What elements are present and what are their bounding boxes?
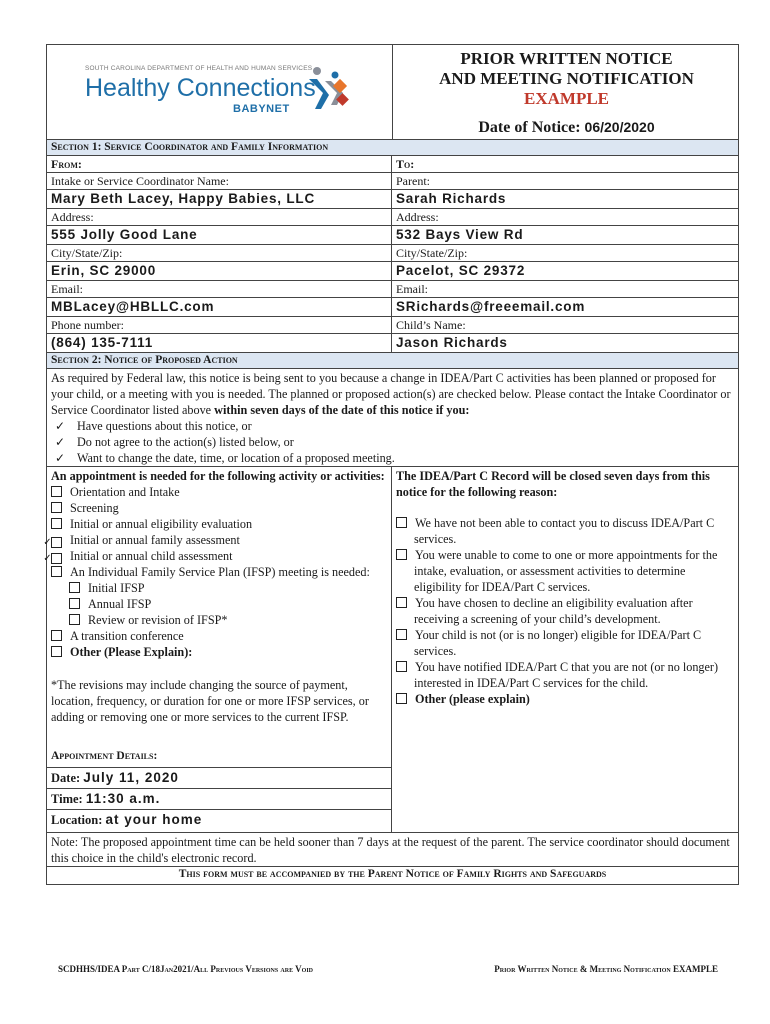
transition-item: A transition conference [47, 628, 391, 644]
healthy-connections-logo [85, 65, 385, 135]
child-name-label: Child’s Name: [392, 317, 738, 334]
form-header [47, 45, 738, 140]
closure-reason-label: Your child is not (or is no longer) eligible for IDEA/Part C services. [414, 628, 702, 658]
section2-heading: Section 2: Notice of Proposed Action [47, 353, 738, 369]
activity-item [47, 564, 391, 580]
activity-checkbox[interactable] [51, 566, 62, 577]
closure-column [391, 467, 738, 832]
ifsp-option-checkbox[interactable] [69, 582, 80, 593]
from-phone-field[interactable]: (864) 135-7111 [47, 334, 391, 353]
section2-columns [43, 466, 738, 832]
appointment-time-value: 11:30 a.m. [85, 791, 161, 806]
ifsp-option-checkbox[interactable] [69, 614, 80, 625]
activities-heading: An appointment is needed for the following activity or activities: [51, 469, 385, 483]
activity-label: Initial or annual family assessment [70, 533, 240, 547]
from-heading: From: [47, 156, 391, 173]
from-city-label: City/State/Zip: [47, 245, 391, 262]
activities-list [43, 484, 391, 580]
closure-reason-label: You have chosen to decline an eligibility evaluation after receiving a screening of your child’s development. [414, 596, 693, 626]
ifsp-option-label: Review or revision of IFSP* [88, 613, 228, 627]
date-of-notice [393, 119, 740, 137]
activity-label: An Individual Family Service Plan (IFSP) meeting is needed: [70, 565, 370, 579]
logo-name: Healthy Connections [85, 74, 316, 102]
appointment-date[interactable]: Date: July 11, 2020 [47, 768, 391, 789]
checkmark-icon: ✓ [55, 419, 66, 433]
ifsp-footnote: *The revisions may include changing the source of payment, location, frequency, or duration for one or more IFSP services, or adding or removing one or more services to the current IFSP. [51, 678, 369, 724]
footer-left: SCDHHS/IDEA Part C/18Jan2021/All Previous Versions are Void [58, 964, 314, 974]
closure-reason-item [392, 595, 738, 627]
activity-checkbox[interactable] [51, 486, 62, 497]
title-box [392, 45, 740, 140]
other-item: Other (Please Explain): [47, 644, 391, 660]
closure-reasons-list [392, 515, 738, 691]
from-address-field[interactable]: 555 Jolly Good Lane [47, 226, 391, 245]
closure-reason-checkbox[interactable] [396, 661, 407, 672]
appointment-time[interactable]: Time: 11:30 a.m. [47, 789, 391, 810]
bullet-item: ✓ Want to change the date, time, or location of a proposed meeting. [55, 451, 395, 465]
coordinator-name-field[interactable]: Mary Beth Lacey, Happy Babies, LLC [47, 190, 391, 209]
from-city-field[interactable]: Erin, SC 29000 [47, 262, 391, 281]
closure-other-checkbox[interactable] [396, 693, 407, 704]
section1-body [47, 156, 738, 353]
closure-reason-checkbox[interactable] [396, 549, 407, 560]
child-name-field[interactable]: Jason Richards [392, 334, 738, 353]
transition-checkbox[interactable] [51, 630, 62, 641]
to-address-label: Address: [392, 209, 738, 226]
closure-reason-item [392, 627, 738, 659]
appointment-location[interactable]: Location: at your home [51, 812, 203, 827]
title-example: EXAMPLE [524, 89, 609, 108]
activity-checkbox[interactable]: ✓ [51, 537, 62, 548]
from-email-field[interactable]: MBLacey@HBLLC.com [47, 298, 391, 317]
logo-agency: SOUTH CAROLINA DEPARTMENT OF HEALTH AND HUMAN SERVICES [85, 65, 313, 72]
activity-item [43, 532, 391, 548]
note: Note: The proposed appointment time can be held sooner than 7 days at the request of the parent. The service coordinator should document this choice in the child's electronic record. [47, 832, 738, 867]
title-line1: PRIOR WRITTEN NOTICE [460, 49, 673, 68]
appointment-details-heading: Appointment Details: [47, 750, 391, 768]
appointment-column [43, 467, 391, 832]
parent-label: Parent: [392, 173, 738, 190]
intro-bullets [47, 418, 738, 466]
section1-heading: Section 1: Service Coordinator and Family Information [47, 140, 738, 156]
activity-item [43, 548, 391, 564]
ifsp-option-checkbox[interactable] [69, 598, 80, 609]
activity-checkbox[interactable] [51, 502, 62, 513]
closure-reason-checkbox[interactable] [396, 629, 407, 640]
closure-reason-label: You were unable to come to one or more appointments for the intake, evaluation, or assessment activities to determine eligibility for IDEA/Part C services. [414, 548, 718, 594]
activity-item [47, 516, 391, 532]
activity-checkbox[interactable]: ✓ [51, 553, 62, 564]
to-email-field[interactable]: SRichards@freeemail.com [392, 298, 738, 317]
checkmark-icon: ✓ [55, 451, 66, 465]
intro-bold-text: within seven days of the date of this notice if you: [214, 403, 470, 417]
activity-label: Initial or annual child assessment [70, 549, 233, 563]
intro-text: As required by Federal law, this notice is being sent to you because a change in IDEA/Part C activities has been planned or proposed for your child, or a meeting with you is needed. The planned or proposed action(s) are checked below. Please contact the Intake Coordinator or Service Coordinator listed above [51, 371, 731, 417]
closure-reason-item [392, 515, 738, 547]
appointment-date-value: July 11, 2020 [83, 770, 179, 785]
ifsp-option-item [47, 596, 391, 612]
appointment-location-value: at your home [105, 812, 203, 827]
ifsp-options-list [47, 580, 391, 628]
activity-label: Orientation and Intake [70, 485, 180, 499]
checkmark-icon: ✓ [55, 435, 66, 449]
activity-label: Initial or annual eligibility evaluation [70, 517, 253, 531]
footer-right: Prior Written Notice & Meeting Notification EXAMPLE [494, 964, 718, 974]
closure-reason-item [392, 547, 738, 595]
date-value: 06/20/2020 [584, 119, 655, 135]
date-label: Date of Notice: [478, 119, 581, 136]
closure-reason-item [392, 659, 738, 691]
section2-intro [47, 369, 738, 418]
closure-reason-checkbox[interactable] [396, 517, 407, 528]
to-city-label: City/State/Zip: [392, 245, 738, 262]
coordinator-name-label: Intake or Service Coordinator Name: [47, 173, 391, 190]
from-email-label: Email: [47, 281, 391, 298]
to-address-field[interactable]: 532 Bays View Rd [392, 226, 738, 245]
to-column [391, 156, 738, 353]
activity-label: Screening [70, 501, 119, 515]
closure-other-item: Other (please explain) [392, 691, 738, 707]
activity-item [47, 500, 391, 516]
bullet-item: ✓ Have questions about this notice, or [55, 419, 252, 433]
babynet-mark-icon [305, 65, 351, 115]
from-address-label: Address: [47, 209, 391, 226]
from-phone-label: Phone number: [47, 317, 391, 334]
to-heading: To: [392, 156, 738, 173]
logo-program: BABYNET [233, 103, 290, 115]
accompany-notice: This form must be accompanied by the Parent Notice of Family Rights and Safeguards [178, 868, 607, 880]
title-line2: AND MEETING NOTIFICATION [439, 69, 694, 88]
to-email-label: Email: [392, 281, 738, 298]
activity-checkbox[interactable] [51, 518, 62, 529]
ifsp-option-item [47, 612, 391, 628]
activity-item [47, 484, 391, 500]
from-column [47, 156, 391, 353]
to-city-field[interactable]: Pacelot, SC 29372 [392, 262, 738, 281]
closure-heading: The IDEA/Part C Record will be closed seven days from this notice for the following reason: [396, 469, 710, 499]
ifsp-option-label: Initial IFSP [88, 581, 145, 595]
other-checkbox[interactable] [51, 646, 62, 657]
closure-reason-label: You have notified IDEA/Part C that you are not (or no longer) interested in IDEA/Part C services for the child. [414, 660, 719, 690]
closure-reason-label: We have not been able to contact you to discuss IDEA/Part C services. [414, 516, 715, 546]
ifsp-option-item [47, 580, 391, 596]
parent-field[interactable]: Sarah Richards [392, 190, 738, 209]
ifsp-option-label: Annual IFSP [88, 597, 152, 611]
bullet-item: ✓ Do not agree to the action(s) listed below, or [55, 435, 294, 449]
closure-reason-checkbox[interactable] [396, 597, 407, 608]
pwn-form [43, 44, 739, 885]
